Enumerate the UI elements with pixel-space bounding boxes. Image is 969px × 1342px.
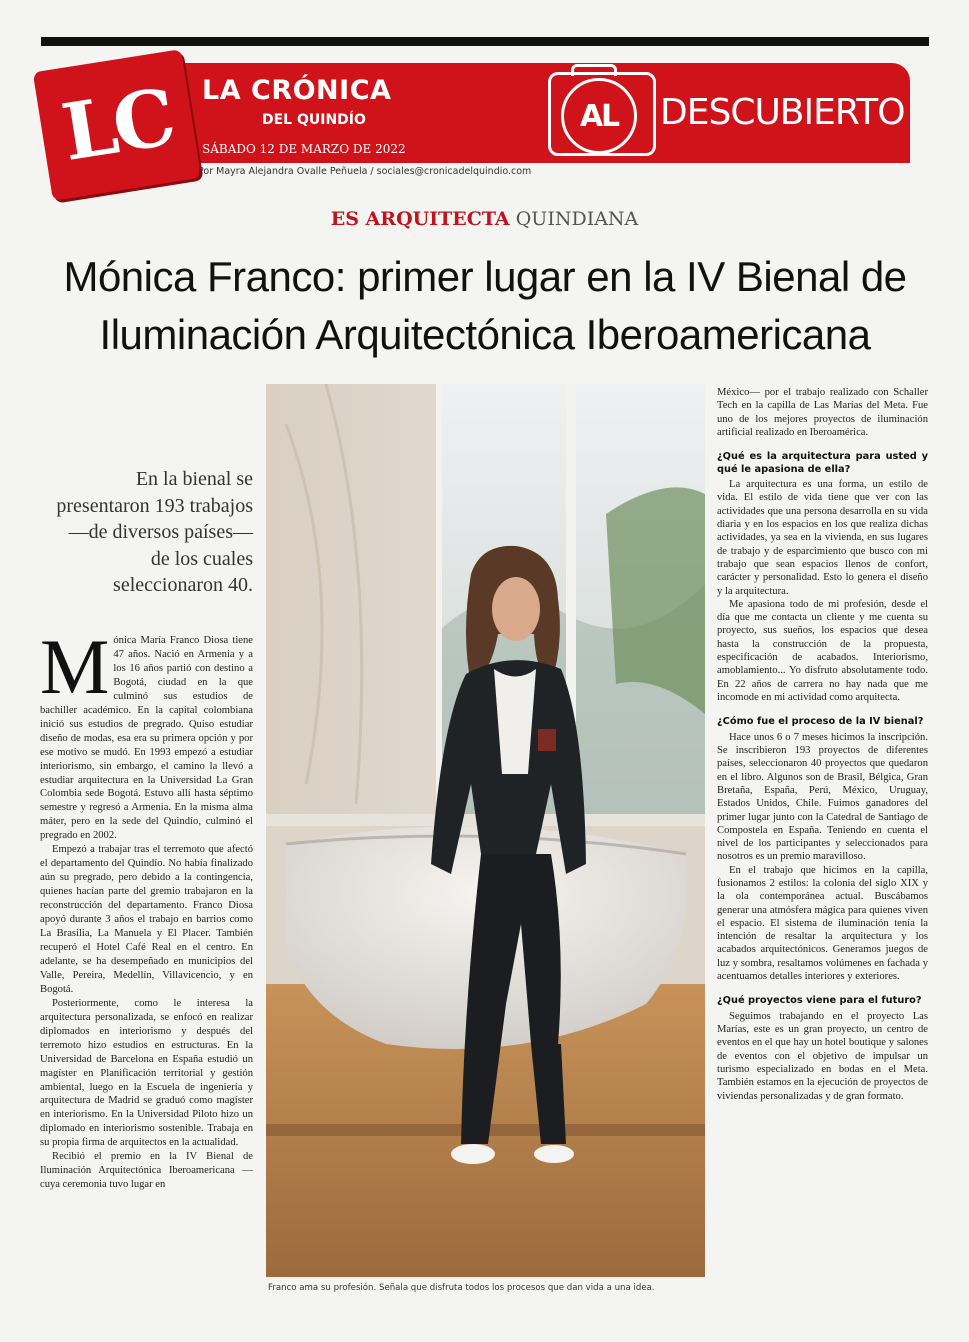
section-badge: AL — [561, 78, 637, 154]
publication-date: SÁBADO 12 DE MARZO DE 2022 — [202, 142, 406, 156]
byline: Por Mayra Alejandra Ovalle Peñuela / sociales@cronicadelquindio.com — [198, 166, 532, 177]
paragraph: Recibió el premio en la IV Bienal de Iluminación Arquitectónica Iberoamericana —cuya ceremonia tuvo lugar en — [40, 1151, 253, 1191]
answer-paragraph: Seguimos trabajando en el proyecto Las Marías, este es un gran proyecto, un centro de eventos en el que hay un hotel boutique y salones de eventos con el objetivo de impulsar un turismo especializado en bodas en el Meta. También estamos en la ejecución de proyectos de viviendas personalizadas y de gran formato. — [717, 1010, 928, 1102]
logo-text: LC — [56, 71, 178, 179]
kicker-bold: ES ARQUITECTA — [330, 208, 510, 230]
paragraph: ónica María Franco Diosa tiene 47 años. Nació en Armenia y a los 16 años partió con destino a Bogotá, ciudad en la que culminó sus estudios de bachiller académico. En la capital colombiana inició sus estudios de pregrado. Quiso estudiar diseño de modas, esa era su primera opción y por ese motivo se mudó. En 1993 empezó a estudiar interiorismo, sin embargo, el camino la llevó a estudiar arquitectura en la Universidad La Gran Colombia sede Bogotá. Estuvo allí hasta séptimo semestre y regresó a Armenia. En la misma alma máter, pero en la sede del Quindío, culminó el pregrado en 2002. — [40, 635, 253, 842]
article-left-column — [40, 623, 253, 1192]
kicker — [0, 208, 969, 230]
publication-subtitle: DEL QUINDÍO — [262, 112, 366, 128]
pull-quote: En la bienal se presentaron 193 trabajos —de diversos países— de los cuales seleccionaron 40. — [56, 468, 253, 596]
answer-paragraph: Me apasiona todo de mi profesión, desde el día que me contacta un cliente y me cuenta su proyecto, sus sueños, los espacios que desea hasta la construcción de la propuesta, especificación de acabados. Interiorismo, amoblamiento... Yo disfruto absolutamente todo. En 22 años de carrera no hay nada que me incomode en mi actividad como arquitecta. — [717, 598, 928, 703]
paragraph: México— por el trabajo realizado con Schaller Tech en la capilla de Las Marías del Meta. Fue uno de los mejores proyectos de iluminación artificial realizado en Iberoamérica. — [717, 387, 928, 438]
question-heading: ¿Qué proyectos viene para el futuro? — [717, 995, 922, 1007]
headline — [30, 248, 940, 364]
logo-badge — [33, 49, 201, 201]
section-name: DESCUBIERTO — [660, 92, 905, 133]
answer-paragraph: Hace unos 6 o 7 meses hicimos la inscripción. Se inscribieron 193 proyectos de diferentes países, seleccionaron 40 proyectos que quedaron en el libro. Algunos son de Brasil, Bélgica, Gran Bretaña, España, Perú, México, Uruguay, Estados Unidos, Chile. Fuimos ganadores del primer lugar junto con la Catedral de Santiago de Compostela en España. Teniendo en cuenta el nivel de los participantes y seleccionados para nosotros es un premio maravilloso. — [717, 731, 928, 863]
kicker-rest: QUINDIANA — [515, 208, 639, 230]
answer-paragraph: En el trabajo que hicimos en la capilla, fusionamos 2 estilos: la colonia del siglo XIX y la ola contemporánea actual. Buscábamos generar una atmósfera mágica para quienes viven el espacio. El sistema de iluminación tenía la intención de resaltar la arquitectura y los acabados arquitectónicos. Generamos juegos de luz y sombra, resaltamos volúmenes en fachada y acentuamos detalles interiores y exteriores. — [717, 864, 928, 983]
photo-caption: Franco ama su profesión. Señala que disfruta todos los procesos que dan vida a una idea. — [268, 1283, 655, 1293]
publication-title: LA CRÓNICA — [202, 75, 392, 106]
headline-line-2: Iluminación Arquitectónica Iberoamericana — [99, 311, 871, 358]
portrait-photo — [266, 384, 705, 1277]
portrait-illustration — [266, 384, 705, 1277]
question-heading: ¿Qué es la arquitectura para usted y qué le apasiona de ella? — [717, 451, 928, 475]
top-rule — [41, 37, 929, 46]
article-right-column — [717, 386, 928, 1103]
headline-line-1: Mónica Franco: primer lugar en la IV Bienal de — [63, 253, 907, 300]
paragraph: Empezó a trabajar tras el terremoto que afectó el departamento del Quindío. No había finalizado aún su pregrado, pero debido a la contingencia, quienes hacían parte del gremio trabajaron en la reconstrucción del departamento. Franco Diosa apoyó durante 3 años el trabajo en barrios como La Brasilia, La Manuela y El Placer. También recuperó el Hotel Café Real en el centro. En adelante, se ha desempeñado en municipios del Valle, Pereira, Medellín, Villavicencio, y en Bogotá. — [40, 844, 253, 995]
paragraph: Posteriormente, como le interesa la arquitectura personalizada, se enfocó en realizar diplomados en interiorismo y después del terremoto hizo estudios en estructuras. En la Universidad de Barcelona en España estudió un magíster en Planificación territorial y gestión ambiental, luego en la Escuela de ingeniería y arquitectura de Madrid se graduó como magíster en interiorismo. En la Universidad Piloto hizo un diplomado en interiorismo sostenible. Trabaja en su propia firma de arquitectos en la actualidad. — [40, 997, 253, 1149]
question-heading: ¿Cómo fue el proceso de la IV bienal? — [717, 716, 924, 728]
answer-paragraph: La arquitectura es una forma, un estilo de vida. El estilo de vida tiene que ver con las actividades que una persona desarrolla en su vida diaria y en los espacios en los que realiza dichas actividades, ya sea en la vivienda, en sus lugares de trabajo y de esparcimiento que busco con mi trabajo que sean espacios llenos de confort, carácter y personalidad. Esto lo genera el diseño y la arquitectura. — [717, 479, 928, 597]
drop-cap: M — [40, 623, 110, 710]
